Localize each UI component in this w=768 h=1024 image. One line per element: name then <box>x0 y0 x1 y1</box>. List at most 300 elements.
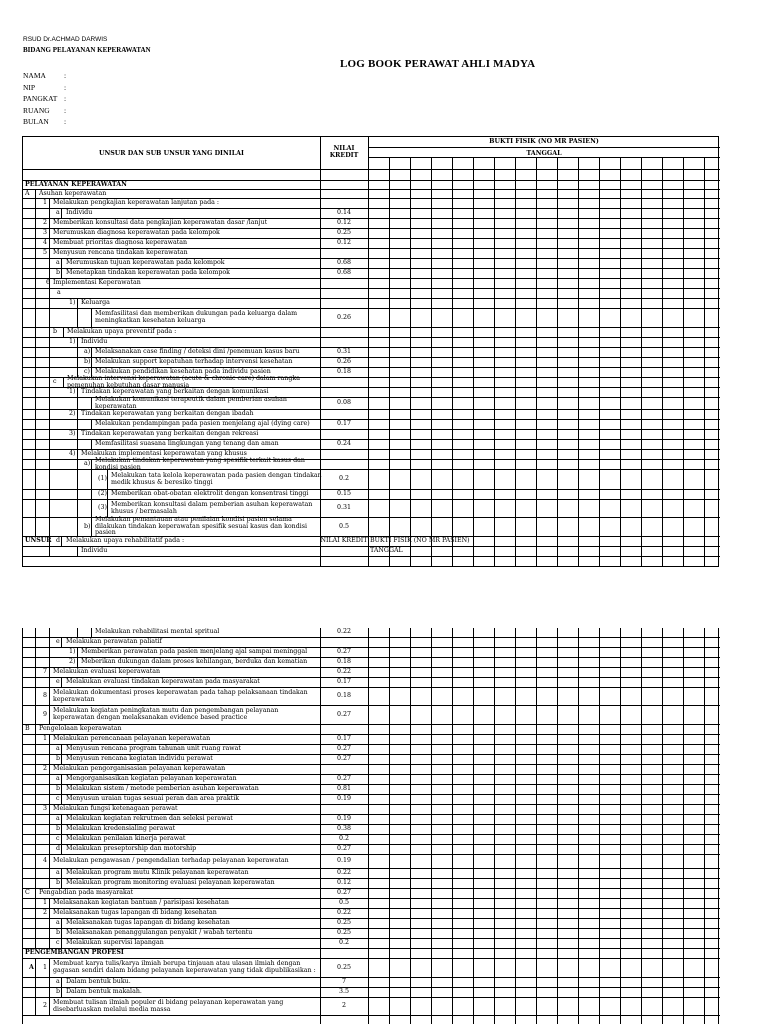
cell-divider <box>49 678 50 687</box>
header-unsur: UNSUR DAN SUB UNSUR YANG DINILAI <box>99 150 244 157</box>
row-number: c <box>56 835 60 843</box>
table-row <box>23 998 720 1016</box>
row-label: Melakukan sistem / metode pemberian asuhan keperawatan <box>66 785 259 793</box>
row-number: 3 <box>43 229 48 237</box>
cell-divider <box>49 785 50 794</box>
cell-divider <box>35 725 36 734</box>
credit-value: 0.27 <box>336 845 352 853</box>
cell-divider <box>49 638 50 647</box>
cell-divider <box>35 939 36 948</box>
row-label: Melakukan pengkajian keperawatan lanjutan pada : <box>53 199 220 207</box>
cell-divider <box>91 348 92 357</box>
credit-value: 0.18 <box>336 368 352 376</box>
row-number: a) <box>84 460 91 468</box>
cell-divider <box>35 628 36 637</box>
cell-divider <box>91 420 92 429</box>
row-label: Merumuskan diagnosa keperawatan pada kelompok <box>53 229 220 237</box>
table-row <box>23 628 720 638</box>
row-label: Tindakan keperawatan yang berkaitan dengan rekreasi <box>81 430 259 438</box>
row-label: Melakukan intervensi keperawatan (acute & chronic care) dalam rangka pemenuhan kebutuhan dasar manusia <box>67 374 300 389</box>
cell-divider <box>35 219 36 228</box>
cell-divider <box>49 328 50 337</box>
credit-value: 0.19 <box>336 857 352 865</box>
credit-value: 0.12 <box>336 879 352 887</box>
page-title: LOG BOOK PERAWAT AHLI MADYA <box>340 58 536 70</box>
row-label: Melaksanakan kegiatan bantuan / parisipasi kesehatan <box>53 899 229 907</box>
row-number: B <box>25 725 30 733</box>
credit-value: 3.5 <box>338 988 349 996</box>
cell-divider <box>35 309 36 327</box>
row-label: Melakukan penilaian kinerja perawat <box>66 835 186 843</box>
row-number: d <box>56 845 61 853</box>
cell-divider <box>35 899 36 908</box>
cell-divider <box>91 470 92 489</box>
table-row <box>23 959 720 978</box>
cell-divider <box>35 518 36 536</box>
cell-divider <box>49 490 50 499</box>
cell-divider <box>77 420 78 429</box>
row-number: 5 <box>43 249 48 257</box>
cell-divider <box>77 388 78 397</box>
cell-divider <box>91 628 92 637</box>
table-row <box>23 269 720 279</box>
row-label: Melakukan komunikasi terapeutik dalam pemberian asuhan keperawatan <box>95 395 287 410</box>
table-row <box>23 249 720 259</box>
credit-value: 0.5 <box>338 899 349 907</box>
cell-divider <box>35 338 36 347</box>
cell-divider <box>49 269 50 278</box>
cell-divider <box>77 500 78 517</box>
credit-value: 0.68 <box>336 269 352 277</box>
cell-divider <box>35 249 36 258</box>
cell-divider <box>35 269 36 278</box>
table-row <box>23 456 720 471</box>
table-row <box>23 410 720 420</box>
row-label: Memberikan konsultasi dalam pemberian asuhan keperawatan khusus / bermasalah <box>111 500 313 515</box>
cell-divider <box>35 368 36 377</box>
row-label: PENGEMBANGAN PROFESI <box>25 949 124 957</box>
cell-divider <box>35 735 36 744</box>
department-name: BIDANG PELAYANAN KEPERAWATAN <box>23 46 151 54</box>
row-label: Pengelolaan keperawatan <box>39 725 122 733</box>
cell-divider <box>49 309 50 327</box>
row-number: (2) <box>98 490 107 498</box>
cell-divider <box>35 959 36 977</box>
table-row <box>23 374 720 389</box>
cell-divider <box>35 785 36 794</box>
cell-divider <box>49 959 50 977</box>
cell-divider <box>35 889 36 898</box>
cell-divider <box>49 706 50 724</box>
field-colon: : <box>64 94 67 103</box>
cell-divider <box>49 919 50 928</box>
cell-divider <box>49 745 50 754</box>
cell-divider <box>35 988 36 997</box>
row-label: Dalam bentuk buku. <box>66 978 131 986</box>
cell-divider <box>61 638 62 647</box>
header-tanggal: TANGGAL <box>526 150 562 157</box>
cell-divider <box>49 939 50 948</box>
cell-divider <box>35 835 36 844</box>
row-number: C <box>25 889 30 897</box>
row-label: Melakukan tindakan keperawatan yang spesifik terkait kasus dan kondisi pasien <box>95 456 305 471</box>
row-number: A <box>29 963 34 971</box>
cell-divider <box>61 209 62 218</box>
row-label: Melakukan rehabilitasi mental spritual <box>95 628 220 636</box>
cell-divider <box>107 500 108 517</box>
credit-value: 0.68 <box>336 259 352 267</box>
cell-divider <box>35 299 36 308</box>
cell-divider <box>35 688 36 705</box>
table-row <box>23 420 720 430</box>
row-label: Tindakan keperawatan yang berkaitan dengan komunikasi <box>81 388 269 396</box>
row-label: Memberikan perawatan pada pasien menjelang ajal sampai meninggal <box>81 648 308 656</box>
table-row <box>23 219 720 229</box>
cell-divider <box>77 460 78 469</box>
cell-divider <box>77 628 78 637</box>
cell-divider <box>49 219 50 228</box>
row-label: Menyusun rencana program tahunan unit ruang rawat <box>66 745 241 753</box>
row-number: A <box>25 189 30 197</box>
row-number: (1) <box>98 475 107 483</box>
cell-divider <box>35 388 36 397</box>
table-row <box>23 518 720 537</box>
cell-divider <box>49 378 50 387</box>
cell-divider <box>61 825 62 834</box>
cell-divider <box>61 537 62 546</box>
credit-value: 0.22 <box>336 909 352 917</box>
row-number: 8 <box>43 692 48 700</box>
row-label: Melakukan program mutu Klinik pelayanan keperawatan <box>66 869 249 877</box>
table-row <box>23 229 720 239</box>
row-label: Melakukan implementasi keperawatan yang khusus <box>81 450 247 458</box>
row-label: Membuat karya tulis/karya ilmiah berupa tinjauan atau ulasan ilmiah dengan gagasan sendiri dalam bidang pelayanan keperawatan yang tidak dipublikasikan : <box>53 960 316 974</box>
table-row <box>23 395 720 410</box>
row-label: Melakukan kegiatan rekrutmen dan seleksi perawat <box>66 815 233 823</box>
row-label: Individu <box>81 547 108 555</box>
credit-value: 0.15 <box>336 490 352 498</box>
cell-divider <box>35 658 36 667</box>
row-label: Membuat prioritas diagnosa keperawatan <box>53 239 188 247</box>
cell-divider <box>61 978 62 987</box>
cell-divider <box>35 745 36 754</box>
cell-divider <box>49 500 50 517</box>
cell-divider <box>49 668 50 677</box>
cell-divider <box>91 398 92 409</box>
cell-divider <box>35 678 36 687</box>
org-name: RSUD Dr.ACHMAD DARWIS <box>23 36 108 43</box>
table-row <box>23 259 720 269</box>
cell-divider <box>91 500 92 517</box>
credit-value: 0.26 <box>336 313 352 321</box>
row-label: Melakukan upaya rehabilitatif pada : <box>66 537 185 545</box>
cell-divider <box>61 795 62 804</box>
credit-value: 0.12 <box>336 219 352 227</box>
table-row <box>23 668 720 678</box>
table-row <box>23 181 720 190</box>
cell-divider <box>35 909 36 918</box>
cell-divider <box>49 348 50 357</box>
table-row <box>23 735 720 745</box>
row-label: Menyusun rencana kegiatan individu perawat <box>66 755 213 763</box>
row-number: a <box>56 919 60 927</box>
row-label: Memberikan konsultasi data pengkajian keperawatan dasar /lanjut <box>53 219 268 227</box>
field-colon: : <box>64 71 67 80</box>
row-number: c) <box>84 368 90 376</box>
cell-divider <box>35 378 36 387</box>
row-label: Melakukan supervisi lapangan <box>66 939 164 947</box>
table-row <box>23 678 720 688</box>
row-number: c <box>53 378 57 386</box>
row-label: Implementasi Keperawatan <box>53 279 141 287</box>
table-row <box>23 348 720 358</box>
cell-divider <box>35 239 36 248</box>
row-number: b <box>53 328 58 336</box>
cell-divider <box>91 358 92 367</box>
cell-divider <box>61 745 62 754</box>
cell-divider <box>49 410 50 419</box>
credit-value: 2 <box>341 1002 346 1010</box>
cell-divider <box>35 470 36 489</box>
table-row <box>23 440 720 450</box>
cell-divider <box>35 998 36 1015</box>
row-number: a) <box>84 348 91 356</box>
row-number: 3 <box>43 805 48 813</box>
row-label: Menyusun rencana tindakan keperawatan <box>53 249 188 257</box>
credit-value: 0.19 <box>336 795 352 803</box>
row-number: 2) <box>69 658 76 666</box>
row-label: Melakukan kegiatan peningkatan mutu dan pengembangan pelayanan keperawatan dengan melaksanakan evidence based practice <box>53 707 279 721</box>
field-label: BULAN <box>23 117 49 126</box>
cell-divider <box>35 919 36 928</box>
row-label: Melakukan preseptorship dan motorship <box>66 845 197 853</box>
cell-divider <box>35 430 36 439</box>
row-number: a <box>56 775 60 783</box>
table-row <box>23 209 720 219</box>
cell-divider <box>49 239 50 248</box>
row-number: c <box>56 939 60 947</box>
cell-divider <box>49 815 50 824</box>
cell-divider <box>49 450 50 459</box>
credit-value: 0.12 <box>336 239 352 247</box>
cell-divider <box>49 648 50 657</box>
row-label: Individu <box>81 338 108 346</box>
credit-value: 7 <box>341 978 346 986</box>
row-number: b <box>56 755 61 763</box>
cell-divider <box>35 638 36 647</box>
cell-divider <box>35 460 36 469</box>
table-row <box>23 706 720 725</box>
cell-divider <box>35 229 36 238</box>
table-row <box>23 537 720 547</box>
cell-divider <box>35 845 36 854</box>
cell-divider <box>49 658 50 667</box>
table-row <box>23 169 720 181</box>
cell-divider <box>77 470 78 489</box>
credit-value: 0.27 <box>336 648 352 656</box>
row-number: 1) <box>69 338 76 346</box>
cell-divider <box>49 249 50 258</box>
cell-divider <box>35 755 36 764</box>
cell-divider <box>49 869 50 878</box>
row-label: Memfasilitasi suasana lingkungan yang tenang dan aman <box>95 440 279 448</box>
table-row <box>23 190 720 199</box>
table-row <box>23 309 720 328</box>
row-number: b <box>56 988 61 996</box>
row-label: Mengorganisasikan kegiatan pelayanan keperawatan <box>66 775 237 783</box>
cell-divider <box>49 358 50 367</box>
row-number: a <box>56 259 60 267</box>
field-colon: : <box>64 105 67 115</box>
row-number: 7 <box>43 668 48 676</box>
row-number: c <box>56 795 60 803</box>
field-label: PANGKAT <box>23 94 58 103</box>
cell-divider <box>35 978 36 987</box>
table-row <box>23 919 720 929</box>
credit-value: 0.22 <box>336 668 352 676</box>
header-nilai-1: NILAI <box>333 145 355 152</box>
table-row <box>23 688 720 706</box>
cell-divider <box>77 440 78 449</box>
cell-divider <box>77 547 78 556</box>
row-label: Melakukan pendampingan pada pasien menjelang ajal (dying care) <box>95 420 310 428</box>
cell-divider <box>91 490 92 499</box>
credit-value: 0.31 <box>336 504 352 512</box>
credit-value: 0.18 <box>336 658 352 666</box>
row-number: 1 <box>43 735 48 743</box>
cell-divider <box>61 988 62 997</box>
row-label: Memberikan obat-obatan elektrolit dengan konsentrasi tinggi <box>111 490 309 498</box>
cell-divider <box>35 279 36 288</box>
cell-divider <box>49 460 50 469</box>
credit-value: 0.25 <box>336 963 352 971</box>
cell-divider <box>49 440 50 449</box>
cell-divider <box>35 765 36 774</box>
cell-divider <box>35 190 36 198</box>
table-row <box>23 338 720 348</box>
cell-divider <box>35 500 36 517</box>
row-label: Melakukan dokumentasi proses keperawatan pada tahap pelaksanaan tindakan keperawatan <box>53 688 308 703</box>
cell-divider <box>49 209 50 218</box>
row-number: a <box>56 815 60 823</box>
cell-divider <box>61 785 62 794</box>
table-row <box>23 825 720 835</box>
cell-divider <box>91 440 92 449</box>
table-row <box>23 909 720 919</box>
header-bukti: BUKTI FISIK (NO MR PASIEN) <box>489 138 599 145</box>
credit-value: 0.22 <box>336 869 352 877</box>
row-label: Melaksanakan penanggulangan penyakit / wabah tertentu <box>66 929 253 937</box>
cell-divider <box>49 765 50 774</box>
credit-value: 0.2 <box>338 475 349 483</box>
credit-value: 0.25 <box>336 929 352 937</box>
cell-divider <box>49 795 50 804</box>
row-label: Melaksanakan tugas lapangan di bidang kesehatan <box>66 919 230 927</box>
row-label: Melakukan tata kelola keperawatan pada pasien dengan tindakan medik khusus & beresiko tinggi <box>111 471 322 486</box>
table-row <box>23 815 720 825</box>
table-row <box>23 279 720 289</box>
row-number: 4 <box>43 239 48 247</box>
cell-divider <box>49 845 50 854</box>
table-row <box>23 547 720 557</box>
cell-divider <box>77 518 78 536</box>
cell-divider <box>35 410 36 419</box>
cell-divider <box>107 470 108 489</box>
cell-divider <box>49 855 50 868</box>
row-label: Melakukan kredensialing perawat <box>66 825 176 833</box>
row-label: Individu <box>66 209 93 217</box>
cell-divider <box>49 688 50 705</box>
cell-divider <box>77 430 78 439</box>
cell-divider <box>61 755 62 764</box>
row-number: 1) <box>69 648 76 656</box>
cell-divider <box>35 199 36 208</box>
cell-divider <box>35 289 36 298</box>
cell-divider <box>49 879 50 888</box>
credit-value: 0.26 <box>336 358 352 366</box>
row-number: b <box>56 879 61 887</box>
cell-divider <box>49 229 50 238</box>
table-row <box>23 239 720 249</box>
row-label: Asuhan keperawatan <box>39 189 107 197</box>
cell-divider <box>61 879 62 888</box>
table-row <box>23 765 720 775</box>
cell-divider <box>49 899 50 908</box>
field-label: NIP <box>23 82 36 92</box>
cell-divider <box>49 628 50 637</box>
cell-divider <box>35 398 36 409</box>
credit-value: 0.19 <box>336 815 352 823</box>
row-number: b <box>56 269 61 277</box>
credit-value: 0.14 <box>336 209 352 217</box>
row-number: 2 <box>43 909 48 917</box>
cell-divider <box>35 805 36 814</box>
table-row <box>23 988 720 998</box>
row-number: 9 <box>43 710 48 718</box>
row-number: 2 <box>43 765 48 773</box>
header-nilai-2: KREDIT <box>329 152 359 159</box>
cell-divider <box>35 648 36 657</box>
row-label: Merumuskan tujuan keperawatan pada kelompok <box>66 259 225 267</box>
repeated-header-label: BUKTI FISIK (NO MR PASIEN) <box>370 537 470 545</box>
credit-value: 0.38 <box>336 825 352 833</box>
row-number: UNSUR <box>25 537 52 545</box>
row-label: Melakukan pemantauan atau penilaian kondisi pasien selama dilakukan tindakan keperawatan spesifik sesuai kasus dan kondisi pasien <box>95 516 308 537</box>
table-row <box>23 199 720 209</box>
credit-value: 0.27 <box>336 710 352 718</box>
row-number: 1) <box>69 299 76 307</box>
cell-divider <box>35 328 36 337</box>
row-number: 4) <box>69 450 76 458</box>
cell-divider <box>49 805 50 814</box>
credit-value: NILAI KREDIT <box>320 537 368 545</box>
credit-value: 0.31 <box>336 348 352 356</box>
cell-divider <box>49 289 50 298</box>
field-label: NAMA <box>23 71 46 80</box>
cell-divider <box>77 299 78 308</box>
table-row <box>23 775 720 785</box>
credit-value: 0.5 <box>338 522 349 530</box>
cell-divider <box>35 855 36 868</box>
cell-divider <box>49 978 50 987</box>
table-row <box>23 879 720 889</box>
cell-divider <box>61 259 62 268</box>
cell-divider <box>77 358 78 367</box>
cell-divider <box>49 470 50 489</box>
table-row <box>23 855 720 869</box>
table-row <box>23 648 720 658</box>
cell-divider <box>77 398 78 409</box>
